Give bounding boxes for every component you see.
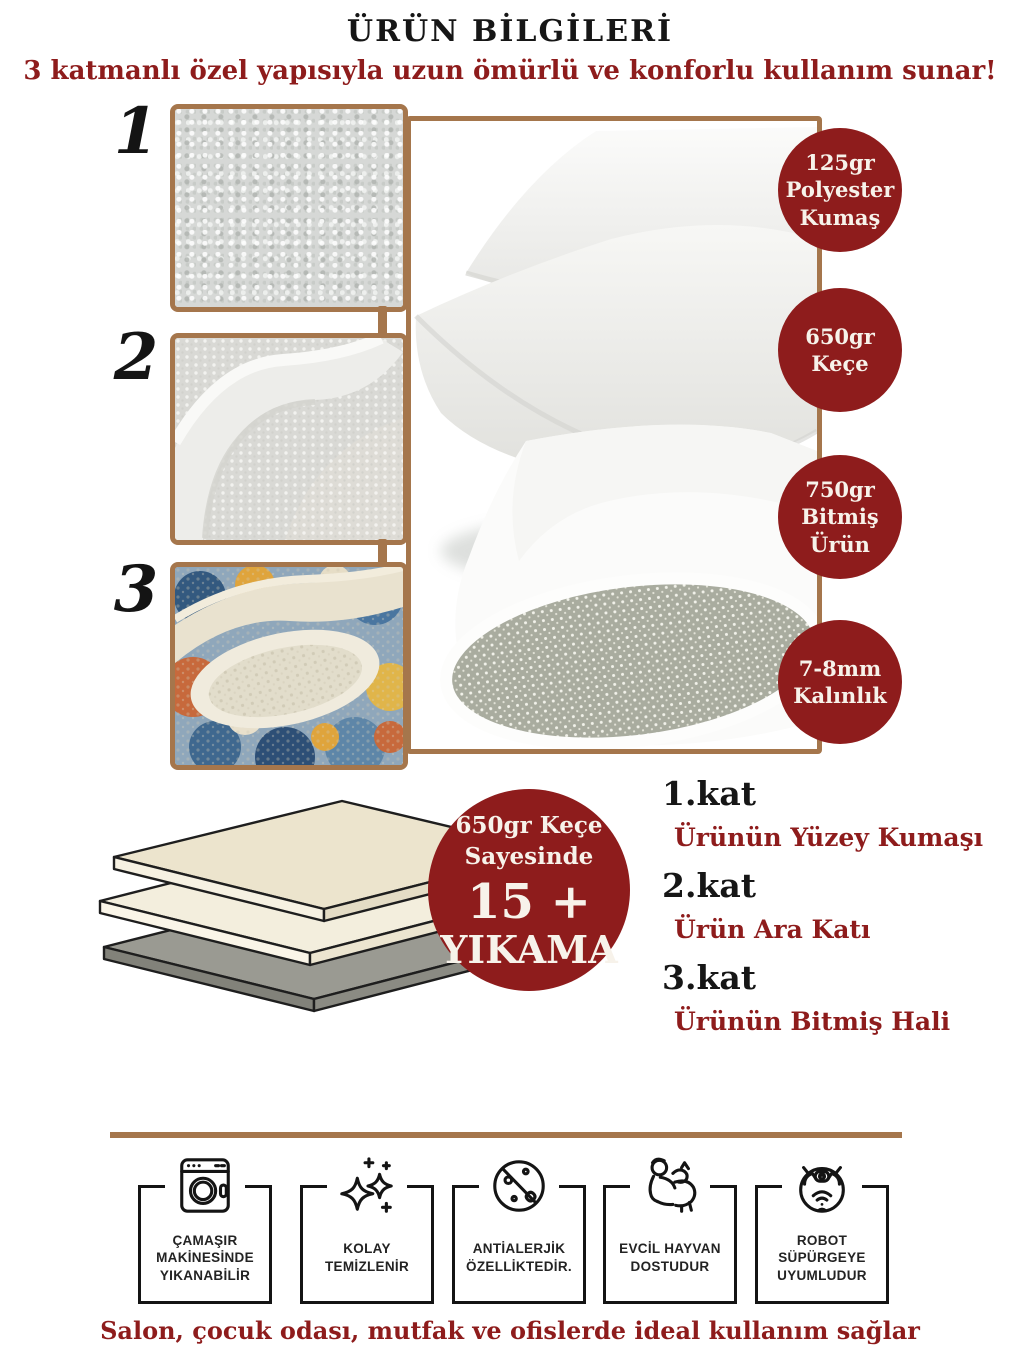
kat-3-label: 3.kat (662, 958, 756, 997)
feature-label-line: ANTİALERJİK (472, 1241, 566, 1257)
badge-line: 125gr (805, 150, 875, 176)
plush-texture (175, 109, 403, 307)
layer-legend (662, 774, 1002, 1050)
feature-label-line: ROBOT (796, 1232, 848, 1248)
feature-anti-allergic (452, 1185, 586, 1304)
feature-label-line: SÜPÜRGEYE (778, 1250, 866, 1266)
kat-3-desc: Ürünün Bitmiş Hali (674, 1007, 951, 1036)
washing-machine-icon (165, 1155, 245, 1217)
layer-number-3: 3 (113, 552, 159, 627)
badge-line: 650gr (805, 323, 875, 349)
wash-badge-line1: 650gr Keçe (455, 811, 603, 839)
layer1-fabric-photo (170, 104, 408, 312)
badge-line: Polyester (785, 177, 895, 203)
feature-label (606, 1218, 734, 1298)
sparkles-icon (327, 1155, 407, 1217)
feature-label-line: ÇAMAŞIR (172, 1232, 238, 1248)
badge-line: Ürün (810, 531, 870, 557)
feature-label-line: DOSTUDUR (630, 1259, 710, 1274)
feature-label (303, 1218, 431, 1298)
feature-label-line: EVCİL HAYVAN (619, 1241, 721, 1257)
badge-thickness (778, 620, 902, 744)
kat-1-label: 1.kat (662, 774, 756, 813)
feature-machine-washable (138, 1185, 272, 1304)
badge-line: Bitmiş (801, 504, 879, 530)
rug-fold-art (175, 567, 403, 765)
page-title: ÜRÜN BİLGİLERİ (346, 14, 674, 49)
wash-count: 15 + (467, 873, 591, 930)
badge-line: 750gr (805, 477, 875, 503)
footer-note: Salon, çocuk odası, mutfak ve ofislerde ideal kullanım sağlar (100, 1316, 920, 1345)
feature-label-line: TEMİZLENİR (325, 1259, 409, 1274)
layer-number-2: 2 (113, 320, 159, 395)
wash-badge-line2: Sayesinde (464, 842, 594, 870)
feature-easy-clean (300, 1185, 434, 1304)
feature-pet-friendly (603, 1185, 737, 1304)
connector-stub (378, 306, 387, 338)
no-allergen-icon (479, 1155, 559, 1217)
feature-label-line: UYUMLUDUR (777, 1267, 867, 1283)
layer-number-1: 1 (113, 94, 159, 169)
badge-line: Kalınlık (793, 683, 887, 708)
badge-line: 7-8mm (798, 655, 882, 681)
badge-line: Kumaş (799, 204, 881, 230)
feature-label-line: MAKİNESİNDE (156, 1250, 254, 1266)
badge-felt (778, 288, 902, 412)
page-subtitle: 3 katmanlı özel yapısıyla uzun ömürlü ve konforlu kullanım sunar! (23, 56, 997, 86)
feature-label (455, 1218, 583, 1298)
feature-label-line: KOLAY (343, 1241, 391, 1257)
wash-count-badge (428, 789, 630, 991)
feature-label-line: ÖZELLİKTEDİR. (466, 1259, 572, 1274)
layered-product-photo (411, 121, 817, 749)
feature-label-line: YIKANABİLİR (159, 1267, 251, 1283)
robot-vacuum-icon (782, 1155, 862, 1217)
feature-label (758, 1218, 886, 1298)
pet-friendly-icon (630, 1155, 710, 1217)
badge-polyester (778, 128, 902, 252)
felt-fold-art (175, 338, 403, 540)
connector-stub (378, 539, 387, 567)
layered-product-frame (406, 116, 822, 754)
kat-2-desc: Ürün Ara Katı (674, 915, 871, 944)
kat-2-label: 2.kat (662, 866, 756, 905)
badge-finished (778, 455, 902, 579)
features-divider (110, 1132, 902, 1138)
kat-1-desc: Ürünün Yüzey Kumaşı (674, 823, 984, 852)
layer2-felt-photo (170, 333, 408, 545)
layer3-finished-rug-photo (170, 562, 408, 770)
feature-robot-vacuum-compatible (755, 1185, 889, 1304)
wash-word: YIKAMA (440, 926, 618, 972)
badge-line: Keçe (811, 351, 869, 376)
feature-label (141, 1218, 269, 1298)
